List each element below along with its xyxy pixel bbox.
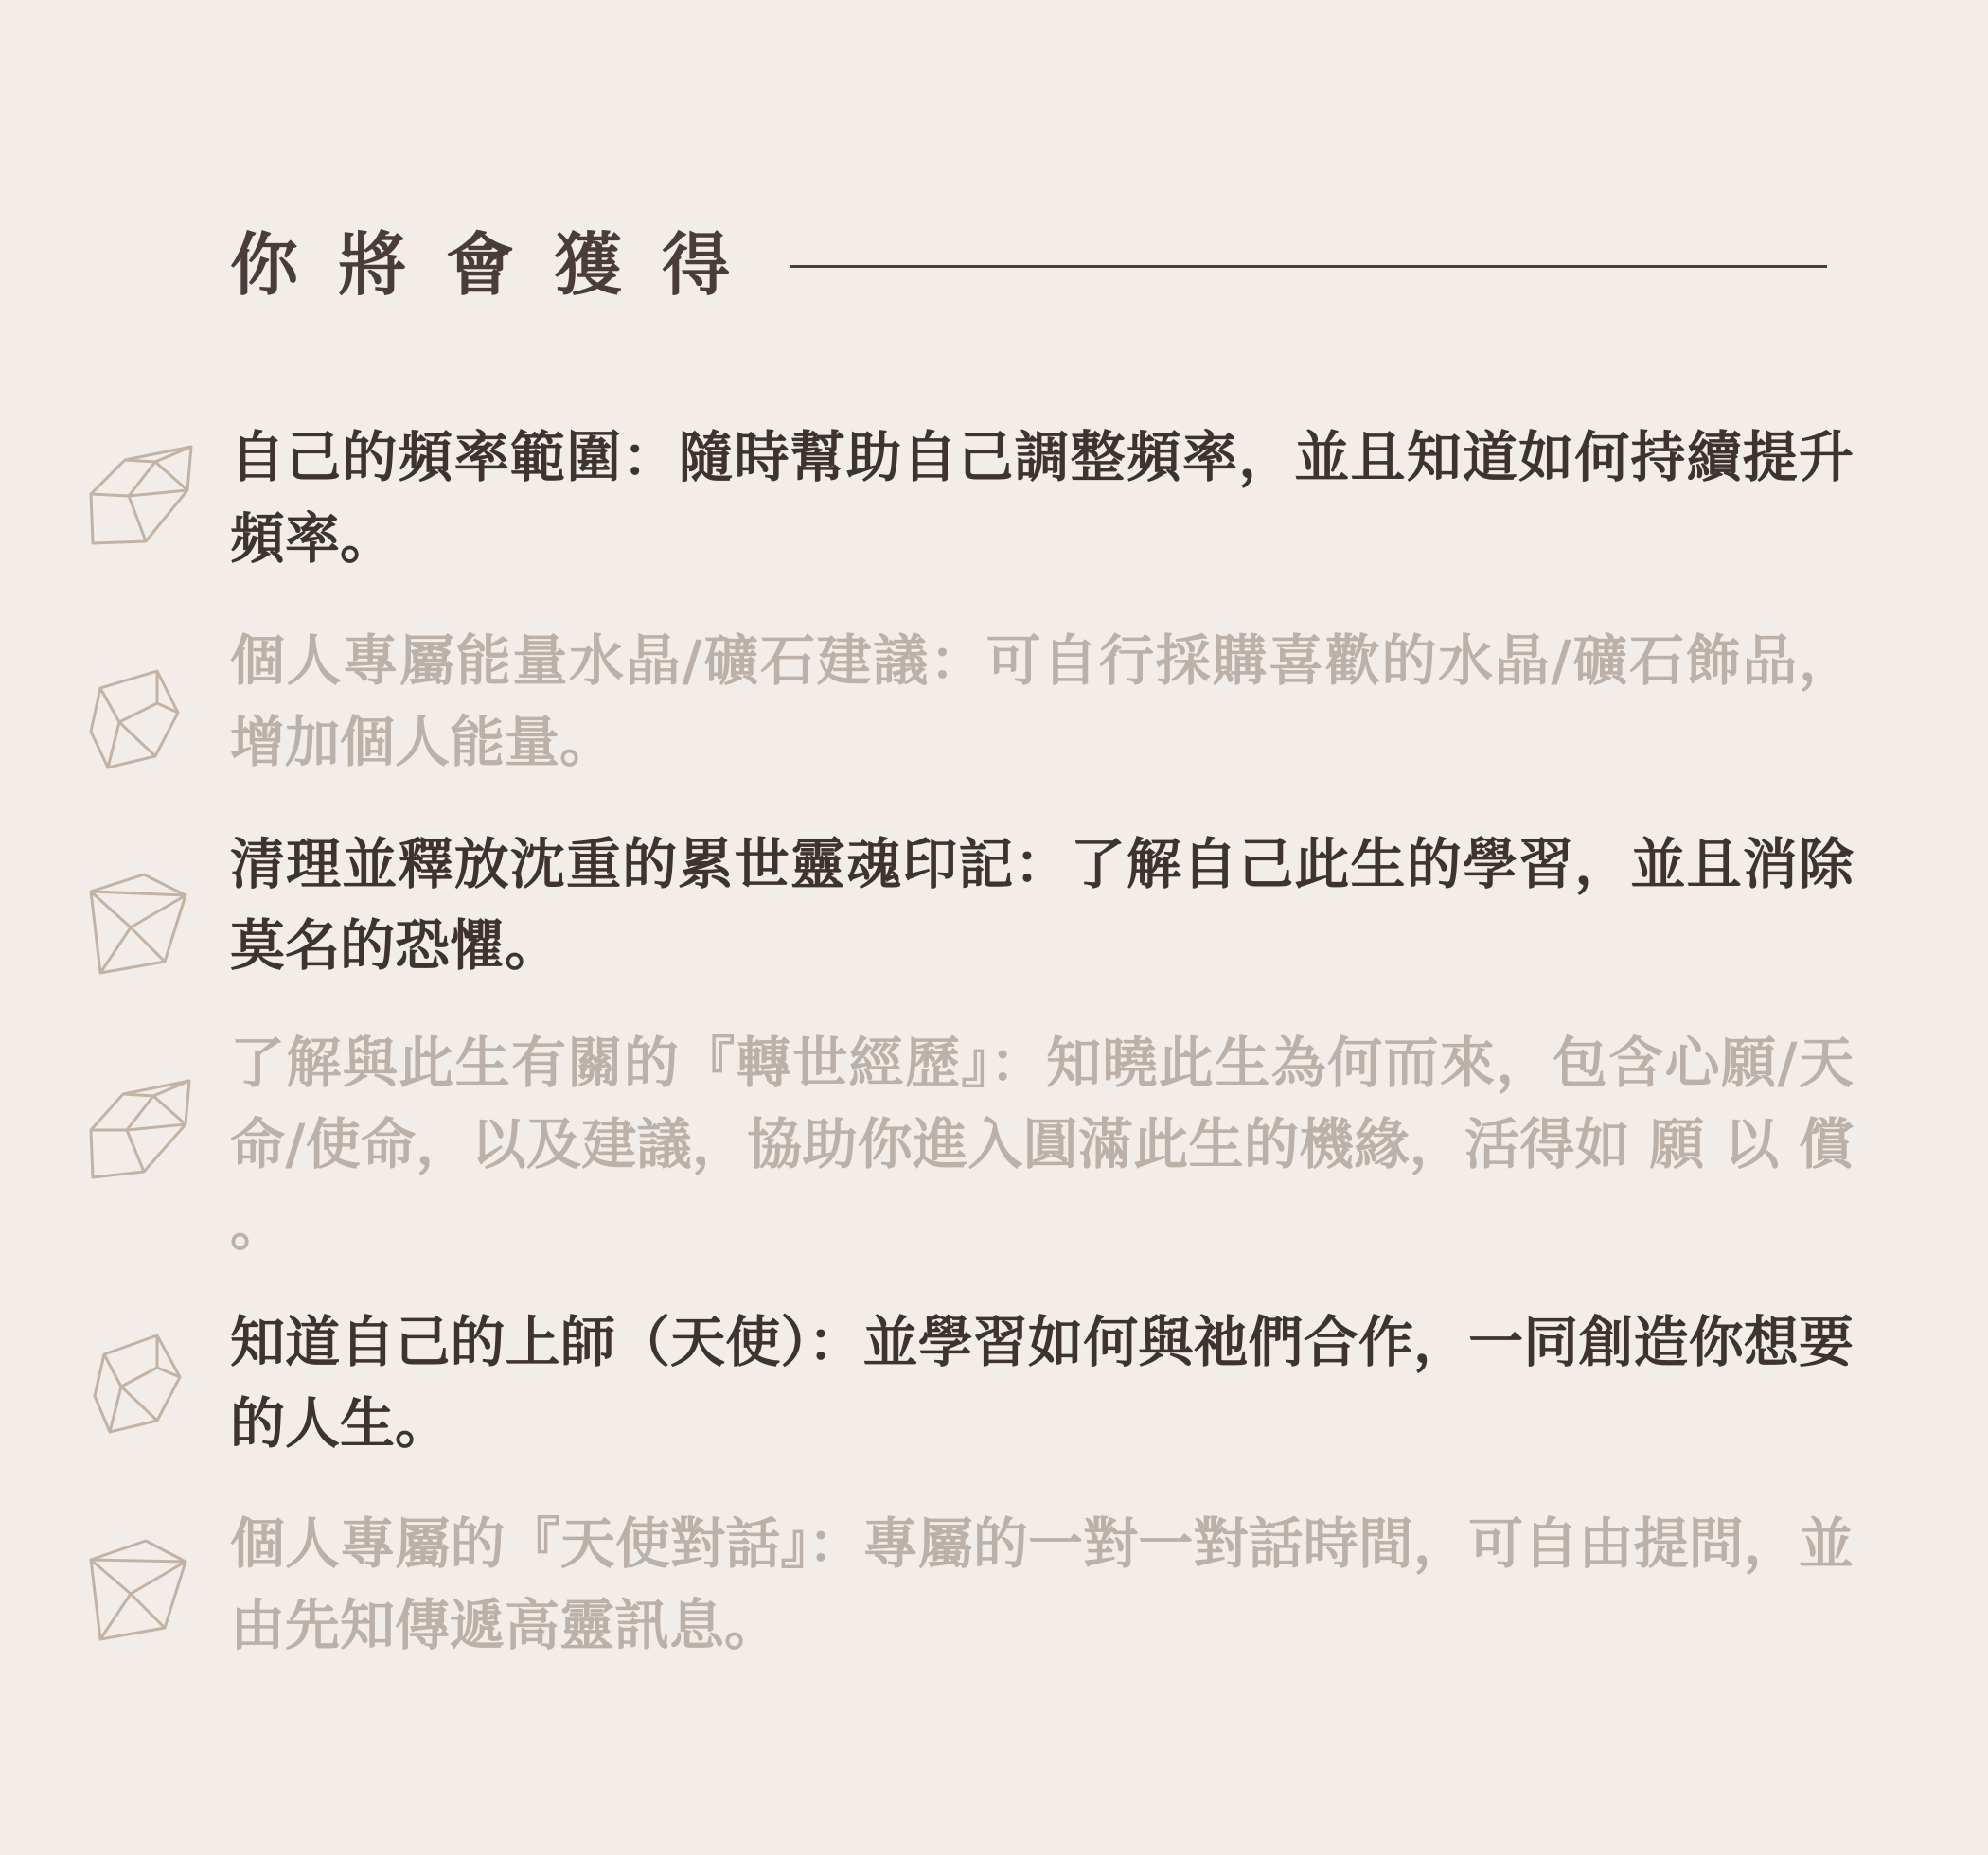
- crystal-icon: [87, 1330, 197, 1440]
- section-title: 你將會獲得: [230, 224, 771, 305]
- benefit-text: 個人專屬的『天使對話』：專屬的一對一對話時間，可自由提問，並由先知傳遞高靈訊息。: [230, 1511, 1854, 1657]
- benefit-text: 了解與此生有關的『轉世經歷』：知曉此生為何而來，包含心願/天命/使命，以及建議，協助你進入圓滿此生的機緣，活得如 願 以 償 。: [230, 1031, 1854, 1258]
- crystal-icon: [87, 665, 197, 775]
- crystal-icon: [87, 1537, 197, 1647]
- benefit-text: 知道自己的上師（天使）：並學習如何與祂們合作，一同創造你想要的人生。: [230, 1310, 1854, 1456]
- benefit-text: 自己的頻率範圍：隨時幫助自己調整頻率，並且知道如何持續提升頻率。: [230, 425, 1854, 571]
- crystal-icon: [87, 445, 197, 555]
- section-heading: [230, 218, 770, 312]
- benefit-text: 個人專屬能量水晶/礦石建議：可自行採購喜歡的水晶/礦石飾品，增加個人能量。: [230, 628, 1854, 774]
- heading-divider: [790, 265, 1827, 268]
- crystal-icon: [87, 1077, 197, 1187]
- benefit-text: 清理並釋放沈重的累世靈魂印記：了解自己此生的學習，並且消除莫名的恐懼。: [230, 832, 1854, 978]
- crystal-icon: [87, 871, 197, 980]
